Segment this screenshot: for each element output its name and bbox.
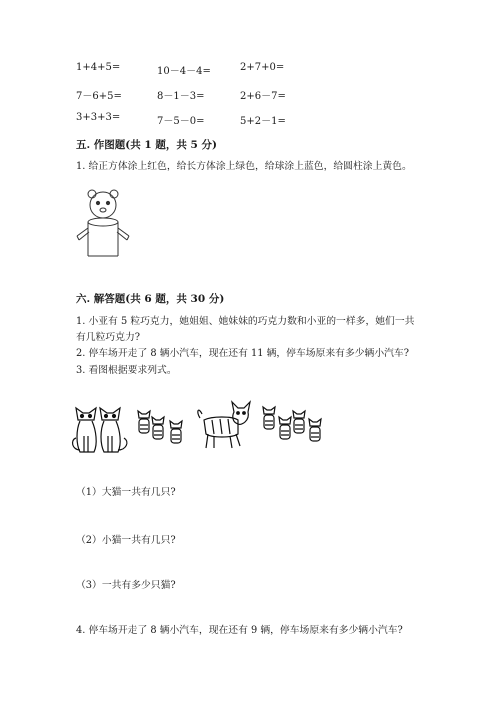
- equation-2-2: 8－1－3=: [157, 91, 205, 102]
- equation-3-2: 7－5－0=: [157, 116, 205, 127]
- small-cat-icon: [293, 411, 305, 433]
- section-6-question-4: 4. 停车场开走了 8 辆小汽车，现在还有 9 辆，停车场原来有多少辆小汽车?: [76, 625, 403, 636]
- small-cat-icon: [279, 417, 291, 439]
- cats-illustration: [72, 400, 332, 458]
- small-cat-icon: [152, 417, 164, 439]
- equation-1-1: 1+4+5=: [76, 62, 121, 73]
- equation-3-3: 5+2－1=: [240, 116, 286, 127]
- equation-3-1: 3+3+3=: [76, 112, 121, 123]
- bear-cylinder-figure: [72, 188, 138, 260]
- section-6-question-1-line-2: 有几粒巧克力?: [76, 332, 141, 343]
- sub-question-3: （3）一共有多少只猫?: [76, 580, 176, 591]
- section-5-heading: 五. 作图题(共 1 题，共 5 分): [76, 139, 217, 151]
- small-cat-icon: [263, 407, 275, 429]
- sub-question-2: （2）小猫一共有几只?: [76, 535, 176, 546]
- section-6-question-2: 2. 停车场开走了 8 辆小汽车，现在还有 11 辆，停车场原来有多少辆小汽车?: [76, 348, 409, 359]
- section-6-question-1-line-1: 1. 小亚有 5 粒巧克力，她姐姐、她妹妹的巧克力数和小亚的一样多，她们一共: [76, 316, 415, 327]
- big-cat-icon: [73, 408, 97, 452]
- equation-1-3: 2+7+0=: [240, 62, 285, 73]
- sub-question-1: （1）大猫一共有几只?: [76, 487, 176, 498]
- equation-1-2: 10－4－4=: [157, 66, 211, 77]
- walking-cat-icon: [198, 402, 250, 448]
- equation-2-1: 7－6+5=: [76, 91, 122, 102]
- small-cat-icon: [138, 411, 150, 433]
- big-cat-icon: [100, 408, 127, 452]
- section-5-question-1: 1. 给正方体涂上红色，给长方体涂上绿色，给球涂上蓝色，给圆柱涂上黄色。: [76, 161, 412, 172]
- small-cat-icon: [170, 421, 182, 443]
- equation-2-3: 2+6－7=: [240, 91, 286, 102]
- section-6-heading: 六. 解答题(共 6 题，共 30 分): [76, 293, 225, 305]
- small-cat-icon: [309, 419, 321, 441]
- section-6-question-3: 3. 看图根据要求列式。: [76, 365, 177, 376]
